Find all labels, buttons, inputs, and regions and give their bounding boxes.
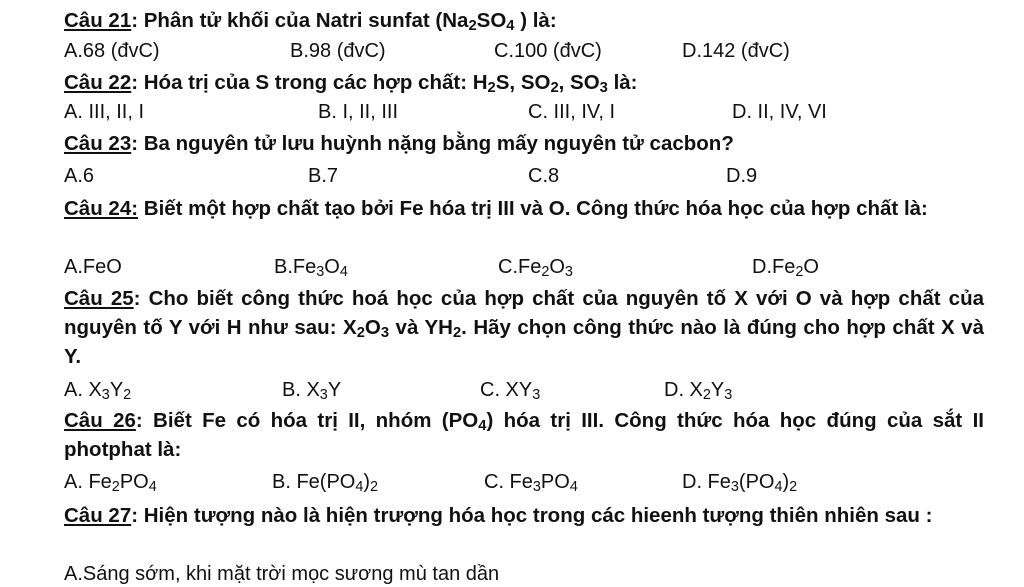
option-a: A. III, II, I xyxy=(64,101,145,123)
question-label: Câu 25 xyxy=(64,287,134,310)
options-25 xyxy=(64,377,994,403)
options-27 xyxy=(64,561,994,587)
option-c: C. $Fe_3PO_4$ xyxy=(484,471,578,495)
options-22 xyxy=(64,99,994,125)
option-c: C. $XY_3$ xyxy=(480,379,541,403)
option-a: A. $X_3Y_2$ xyxy=(64,379,132,403)
option-b: B. $Fe(PO_4)_2$ xyxy=(272,471,379,495)
option-c: C.100 (đvC) xyxy=(494,40,602,62)
option-b: B.98 (đvC) xyxy=(290,40,386,62)
question-text: Biết một hợp chất tạo bởi Fe hóa trị III và O. Công thức hóa học của hợp chất là: xyxy=(138,197,928,220)
options-24 xyxy=(64,254,994,280)
question-text: : Biết Fe có hóa trị II, nhóm $(PO_4)$ hóa trị III. Công thức hóa học đúng của sắt II photphat là: xyxy=(64,409,984,461)
option-c: $C.Fe_2O_3$ xyxy=(498,256,573,280)
question-27 xyxy=(64,501,984,530)
question-26 xyxy=(64,406,984,464)
option-b: B. $X_3Y$ xyxy=(282,379,342,403)
question-label: Câu 22 xyxy=(64,71,132,94)
question-22 xyxy=(64,68,984,97)
question-21 xyxy=(64,6,984,35)
option-c: C.8 xyxy=(528,165,560,187)
question-text: : Hiện tượng nào là hiện trượng hóa học trong các hieenh tượng thiên nhiên sau : xyxy=(131,504,933,527)
option-d: D.142 (đvC) xyxy=(682,40,790,62)
question-text: : Phân tử khối của Natri sunfat ($Na_2SO_4$ ) là: xyxy=(131,9,557,34)
option-a: A.68 (đvC) xyxy=(64,40,160,62)
option-b: B.7 xyxy=(308,165,339,187)
question-label: Câu 21 xyxy=(64,9,132,32)
question-text: : Hóa trị của S trong các hợp chất: $H_2S$, $SO_2$, $SO_3$ là: xyxy=(131,71,638,96)
option-b: B. I, II, III xyxy=(318,101,399,123)
options-26 xyxy=(64,469,994,495)
option-b: $B.Fe_3O_4$ xyxy=(274,256,348,280)
question-23 xyxy=(64,129,984,158)
option-d: D. II, IV, VI xyxy=(732,101,827,123)
question-label: Câu 27 xyxy=(64,504,132,527)
options-23 xyxy=(64,163,994,189)
question-text: : Cho biết công thức hoá học của hợp chất của nguyên tố X với O và hợp chất của nguyên tố Y với H như sau: $X_2O_3$ và $YH_2$. Hãy chọn công thức nào là đúng cho hợp chất X và Y. xyxy=(64,287,984,368)
question-24 xyxy=(64,194,984,223)
option-c: C. III, IV, I xyxy=(528,101,616,123)
options-21 xyxy=(64,38,994,64)
option-a: A.6 xyxy=(64,165,95,187)
option-d: D. $Fe_3(PO_4)_2$ xyxy=(682,471,798,495)
option-a: A.Sáng sớm, khi mặt trời mọc sương mù tan dần xyxy=(64,563,500,585)
question-label: Câu 23 xyxy=(64,132,132,155)
option-a: A. $Fe_2PO_4$ xyxy=(64,471,157,495)
option-d: $D.Fe_2O$ xyxy=(752,256,819,280)
question-label: Câu 26 xyxy=(64,409,136,432)
option-d: D. $X_2Y_3$ xyxy=(664,379,733,403)
option-a: A.FeO xyxy=(64,256,122,278)
question-label: Câu 24: xyxy=(64,197,139,220)
question-25 xyxy=(64,284,984,371)
question-text: : Ba nguyên tử lưu huỳnh nặng bằng mấy nguyên tử cacbon? xyxy=(131,132,734,155)
option-d: D.9 xyxy=(726,165,758,187)
